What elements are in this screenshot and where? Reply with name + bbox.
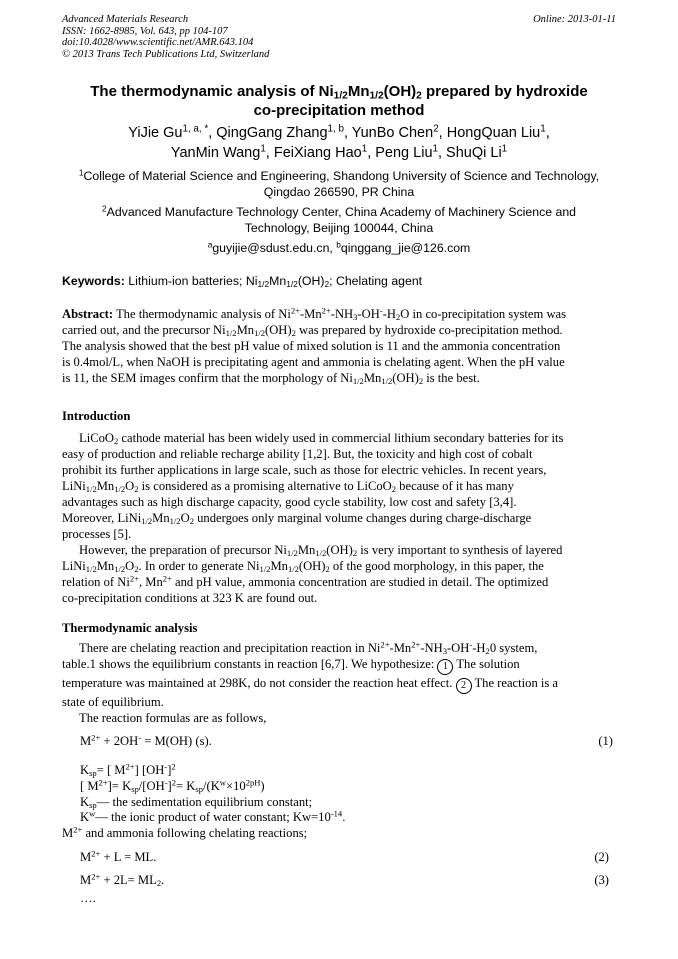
equation-3: $M^{2+} + 2L= ML_2$. (3) xyxy=(80,871,609,889)
abstract-label: Abstract: xyxy=(62,307,114,321)
section-heading-introduction: Introduction xyxy=(62,409,131,423)
chelating-intro: $M^{2+}$ and ammonia following chelating reactions; xyxy=(62,824,308,840)
metal-ion-expression: [ $M^{2+}]= K_{sp}/[OH^-]^2= K_{sp}/(K^w\times 10^{2pH})$ xyxy=(80,777,265,795)
journal-copyright: © 2013 Trans Tech Publications Ltd, Switzerland xyxy=(62,48,270,60)
thermodynamic-body: There are chelating reaction and precipitation reaction in $Ni^{2+}-Mn^{2+}-NH_3-OH^--H_20$ system, table.1 shows the equilibrium constants in reaction [6,7]. We hypothesize: 1 The solution temperature was maintained at 298K, do not consider the reaction heat effect. 2 The reaction is a state of equilibrium. The reaction formulas are as follows, xyxy=(62,639,559,725)
abstract: Abstract: The thermodynamic analysis of $Ni^{2+}-Mn^{2+}-NH_3-OH^--H_2O$ in co-precipitation system was carried out, and the precursor $Ni_{1/2}Mn_{1/2}(OH)_2$ was prepared by hydroxide co-precipitation method. The analysis showed that the best pH value of mixed solution is 11 and the ammonia concentration is 0.4mol/L, when NaOH is precipitating agent and ammonia is chelating agent. When the pH value is 11, the SEM images confirm that the morphology of $Ni_{1/2}Mn_{1/2}(OH)_2$ is the best. xyxy=(62,305,567,387)
email-link-b[interactable]: qinggang_jie@126.com xyxy=(340,241,471,255)
equation-1: $M^{2+} + 2OH^- = M(OH)$ (s). (1) xyxy=(80,732,613,748)
section-heading-thermodynamic: Thermodynamic analysis xyxy=(62,621,198,635)
online-date: Online: 2013-01-11 xyxy=(533,14,616,25)
paper-title xyxy=(62,82,616,120)
ksp-definition: $K_{sp}—$ the sedimentation equilibrium constant; xyxy=(80,795,313,811)
affiliation-1: $^1$College of Material Science and Engineering, Shandong University of Science and Technology, Qingdao 266590, PR China xyxy=(78,167,600,199)
journal-doi: doi:10.4028/www.scientific.net/AMR.643.104 xyxy=(62,37,254,49)
circled-number-1: 1 xyxy=(437,659,453,675)
author-emails: $^a$guyijie@sdust.edu.cn, $^b$qinggang_jie@126.com xyxy=(207,239,471,255)
equation-number-3: (3) xyxy=(594,873,609,887)
journal-issn: ISSN: 1662-8985, Vol. 643, pp 104-107 xyxy=(62,25,228,37)
title-line-1: The thermodynamic analysis of $Ni_{1/2}Mn_{1/2}(OH)_2$ prepared by hydroxide xyxy=(90,83,588,102)
equation-number-1: (1) xyxy=(598,734,613,748)
email-link-a[interactable]: guyijie@sdust.edu.cn, xyxy=(212,241,337,255)
keywords: Keywords: Lithium-ion batteries; $Ni_{1/2}Mn_{1/2}(OH)_2$; Chelating agent xyxy=(62,274,423,290)
author-line-2: YanMin Wang$^1$, FeiXiang Hao$^1$, Peng Liu$^1$, ShuQi Li$^1$ xyxy=(170,143,508,161)
keywords-label: Keywords: xyxy=(62,274,125,288)
author-line-1: YiJie $Gu^{1, a, *}$, QingGang Zhang$^{1, b}$, YunBo Chen$^2$, HongQuan Liu$^1$, xyxy=(128,123,550,141)
introduction-body: LiCoO$_2$ cathode material has been widely used in commercial lithium secondary batteries for its easy of production and reliable recharge ability [1,2]. But, the toxicity and high cost of cobalt prohibit its further applications in large scale, such as those for electric vehicles. In recent years, $LiNi_{1/2}Mn_{1/2}O_2$ is considered as a promising alternative to LiCoO$_2$ because of it has many advantages such as high discharge capacity, good cycle stability, low cost and safety [3,4]. Moreover, $LiNi_{1/2}Mn_{1/2}O_2$ undergoes only marginal volume changes during charge-discharge processes [5]. However, the preparation of precursor $Ni_{1/2}Mn_{1/2}(OH)_2$ is very important to synthesis of layered $LiNi_{1/2}Mn_{1/2}O_2$. In order to generate $Ni_{1/2}Mn_{1/2}(OH)_2$ of the good morphology, in this paper, the relation of $Ni^{2+}$, $Mn^{2+}$ and pH value, ammonia concentration are studied in detail. The optimized co-precipitation conditions at 323 K are found out. xyxy=(62,431,564,605)
ellipsis: …. xyxy=(80,891,96,905)
equation-number-2: (2) xyxy=(594,850,609,864)
title-line-2: co-precipitation method xyxy=(253,102,425,119)
ksp-expression: $K_{sp}=$ [ $M^{2+}$] $[OH^-]^2$ xyxy=(80,761,176,779)
kw-definition: $K^w—$ the ionic product of water constant; $Kw=10^{-14}$. xyxy=(80,808,346,824)
equation-2: $M^{2+} + L$ = ML. (2) xyxy=(80,848,609,864)
affiliation-2: $^2$Advanced Manufacture Technology Center, China Academy of Machinery Science and Technology, Beijing 100044, China xyxy=(101,203,577,235)
journal-header xyxy=(62,14,616,60)
circled-number-2: 2 xyxy=(456,678,472,694)
author-list xyxy=(62,124,616,163)
journal-name: Advanced Materials Research xyxy=(62,14,189,25)
